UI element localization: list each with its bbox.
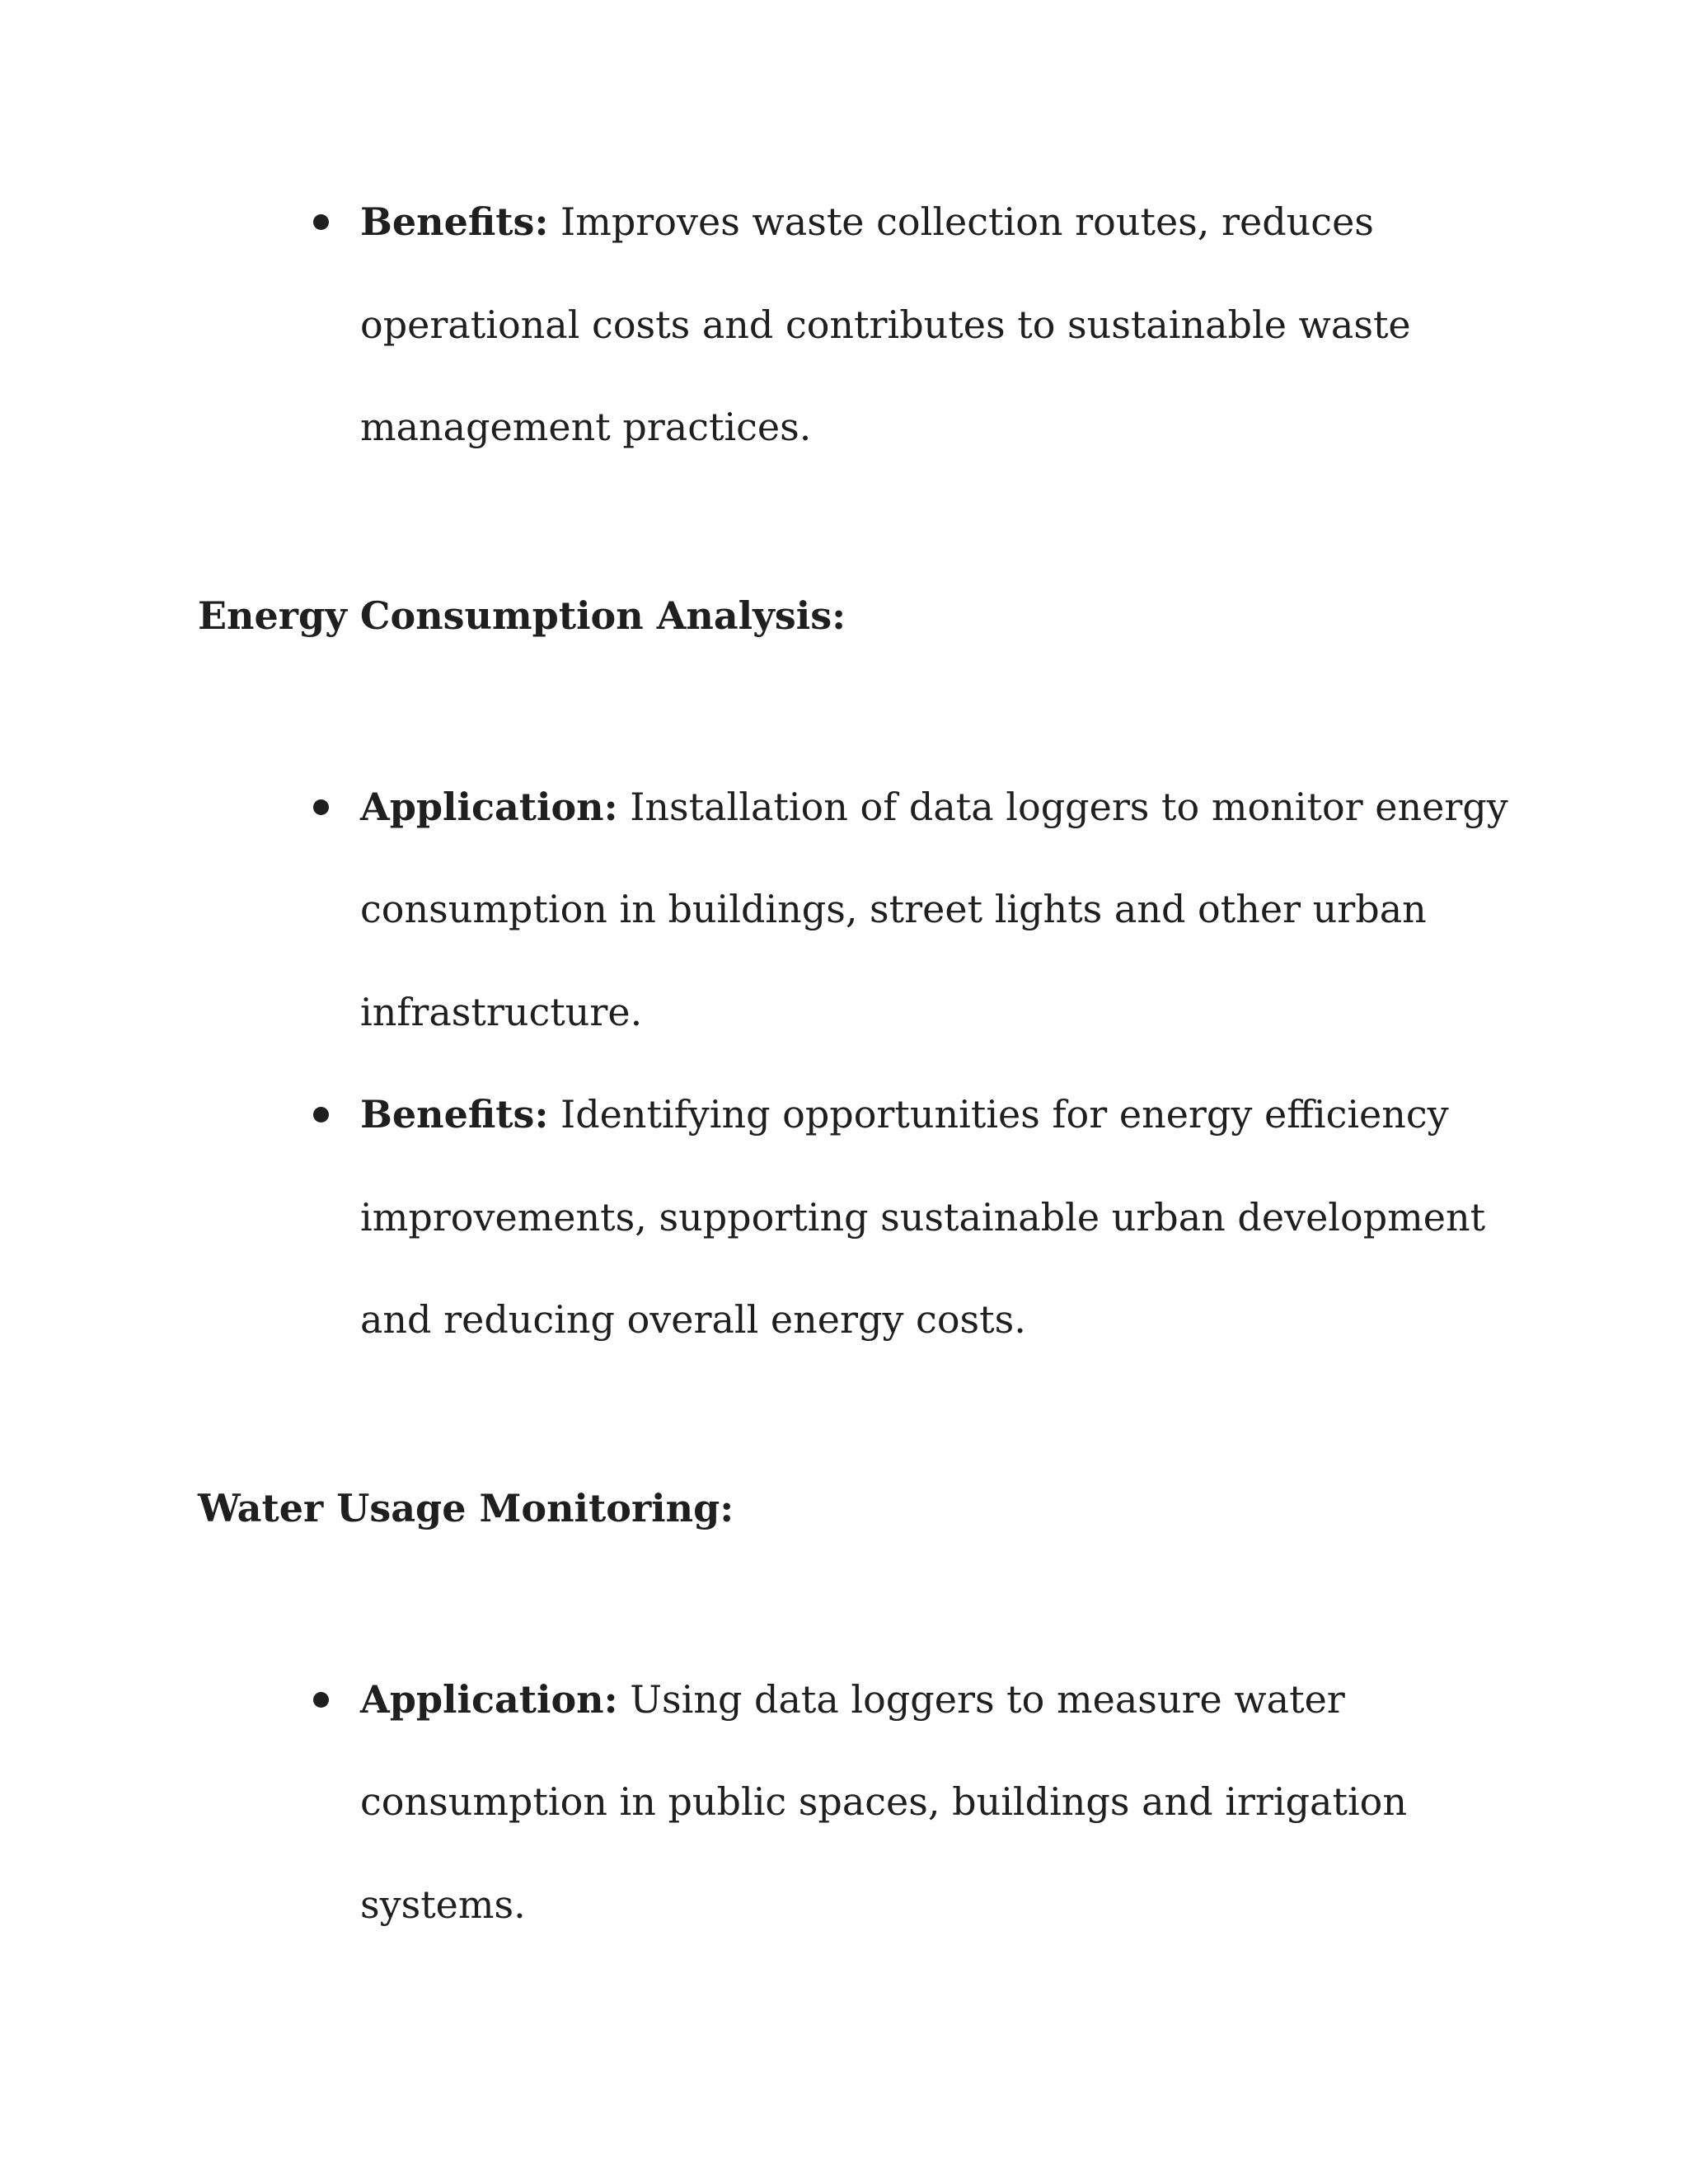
list-item-line — [360, 782, 1508, 832]
item-label: Benefits: — [360, 1092, 549, 1137]
bullet-marker — [313, 1107, 329, 1122]
bullet-marker — [313, 799, 329, 815]
list-item-line: improvements, supporting sustainable urban development — [360, 1195, 1486, 1240]
item-label: Application: — [360, 785, 618, 829]
item-text: Improves waste collection routes, reduces — [548, 199, 1374, 244]
item-label: Benefits: — [360, 199, 549, 244]
item-label: Application: — [360, 1677, 618, 1722]
list-item-line: management practices. — [360, 405, 812, 449]
section-heading: Energy Consumption Analysis: — [198, 593, 846, 638]
list-item-line — [360, 1090, 1449, 1139]
section-heading: Water Usage Monitoring: — [198, 1486, 734, 1530]
list-item-line: operational costs and contributes to sustainable waste — [360, 302, 1411, 347]
list-item-line — [360, 1675, 1345, 1724]
bullet-marker — [313, 1692, 329, 1708]
list-item-line: systems. — [360, 1882, 526, 1927]
list-item-line: consumption in public spaces, buildings and irrigation — [360, 1779, 1407, 1824]
list-item-line — [360, 197, 1374, 246]
item-text: Installation of data loggers to monitor energy — [617, 785, 1508, 829]
item-text: Using data loggers to measure water — [617, 1677, 1345, 1722]
list-item-line: infrastructure. — [360, 990, 643, 1034]
item-text: Identifying opportunities for energy efficiency — [548, 1092, 1449, 1137]
list-item-line: and reducing overall energy costs. — [360, 1297, 1026, 1342]
list-item-line: consumption in buildings, street lights and other urban — [360, 887, 1427, 931]
bullet-marker — [313, 214, 329, 230]
